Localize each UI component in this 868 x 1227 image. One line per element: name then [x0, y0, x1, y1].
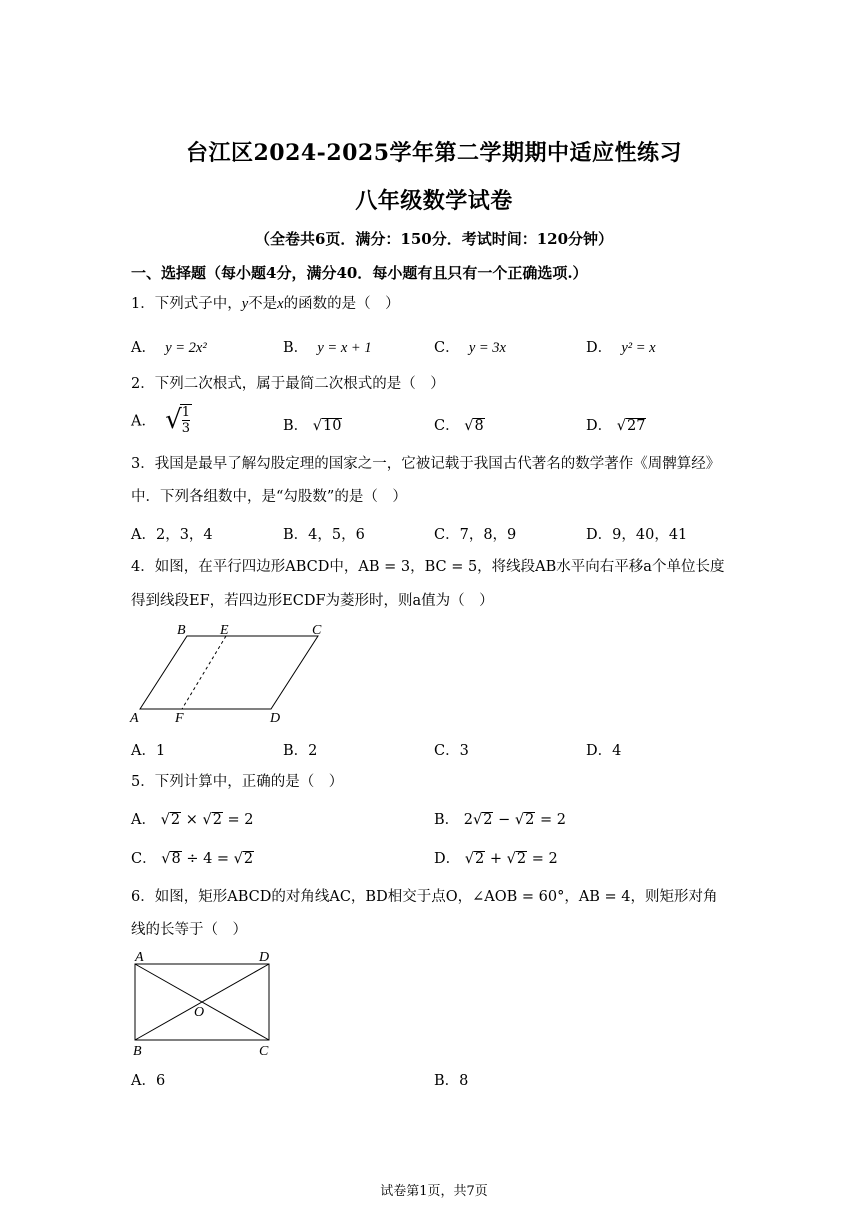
q1-option-a[interactable]: A． y = 2x² [131, 340, 207, 356]
question-6-line1: 6．如图，矩形ABCD的对角线AC，BD相交于点O，∠AOB = 60°，AB = 4，则矩形对角 [131, 889, 718, 905]
parallelogram-figure [128, 618, 338, 728]
question-3-line2: 中．下列各组数中，是“勾股数”的是（ ） [131, 489, 407, 505]
q3-option-a[interactable]: A．2，3，4 [131, 527, 213, 543]
label-a: A [135, 950, 144, 965]
question-5: 5．下列计算中，正确的是（ ） [131, 774, 344, 790]
label-c: C [312, 623, 322, 638]
q4-option-c[interactable]: C．3 [434, 743, 469, 759]
q4-option-d[interactable]: D．4 [586, 743, 622, 759]
label-b: B [133, 1044, 142, 1059]
exam-subtitle: 八年级数学试卷 [355, 188, 513, 214]
segment-ef [182, 636, 226, 709]
label-b: B [177, 623, 186, 638]
q4-option-b[interactable]: B．2 [283, 743, 318, 759]
label-d: D [270, 711, 281, 726]
q5-option-a[interactable]: A． √2 × √2 = 2 [131, 812, 254, 828]
q2-option-a[interactable]: A． √ $\frac{1}{3}$ [131, 405, 191, 436]
rectangle-figure [128, 946, 278, 1061]
q2-option-b[interactable]: B． √10 [283, 418, 342, 434]
label-e: E [220, 623, 229, 638]
section-heading: 一、选择题（每小题4分，满分40．每小题有且只有一个正确选项.） [131, 264, 588, 282]
exam-title: 台江区2024-2025学年第二学期期中适应性练习 [185, 140, 683, 166]
q6-option-b[interactable]: B．8 [434, 1073, 469, 1089]
question-4-line1: 4．如图，在平行四边形ABCD中，AB = 3，BC = 5，将线段AB水平向右平移a个单位长度 [131, 559, 725, 575]
label-o: O [194, 1005, 205, 1020]
question-1: 1．下列式子中，y不是x的函数的是（ ） [131, 296, 400, 312]
question-3-line1: 3．我国是最早了解勾股定理的国家之一，它被记载于我国古代著名的数学著作《周髀算经》 [131, 456, 721, 472]
question-2: 2．下列二次根式，属于最简二次根式的是（ ） [131, 376, 445, 392]
q6-option-a[interactable]: A．6 [131, 1073, 166, 1089]
label-a: A [130, 711, 139, 726]
label-c: C [259, 1044, 269, 1059]
q5-option-b[interactable]: B． 2√2 − √2 = 2 [434, 812, 566, 828]
label-d: D [259, 950, 270, 965]
question-6-line2: 线的长等于（ ） [131, 922, 247, 938]
q1-option-b[interactable]: B． y = x + 1 [283, 340, 372, 356]
q3-option-c[interactable]: C．7，8，9 [434, 527, 517, 543]
q3-option-d[interactable]: D．9，40，41 [586, 527, 688, 543]
q4-option-a[interactable]: A．1 [131, 743, 166, 759]
page-footer: 试卷第1页，共7页 [380, 1184, 488, 1199]
q2-option-d[interactable]: D． √27 [586, 418, 646, 434]
exam-info: （全卷共6页．满分：150分．考试时间：120分钟） [254, 230, 614, 248]
question-4-line2: 得到线段EF，若四边形ECDF为菱形时，则a值为（ ） [131, 593, 494, 609]
q5-option-d[interactable]: D． √2 + √2 = 2 [434, 851, 558, 867]
q3-option-b[interactable]: B．4，5，6 [283, 527, 365, 543]
parallelogram-abcd [140, 636, 318, 709]
q5-option-c[interactable]: C． √8 ÷ 4 = √2 [131, 851, 254, 867]
label-f: F [175, 711, 184, 726]
q1-option-c[interactable]: C． y = 3x [434, 340, 506, 356]
q2-option-c[interactable]: C． √8 [434, 418, 484, 434]
q1-option-d[interactable]: D． y² = x [586, 340, 656, 356]
